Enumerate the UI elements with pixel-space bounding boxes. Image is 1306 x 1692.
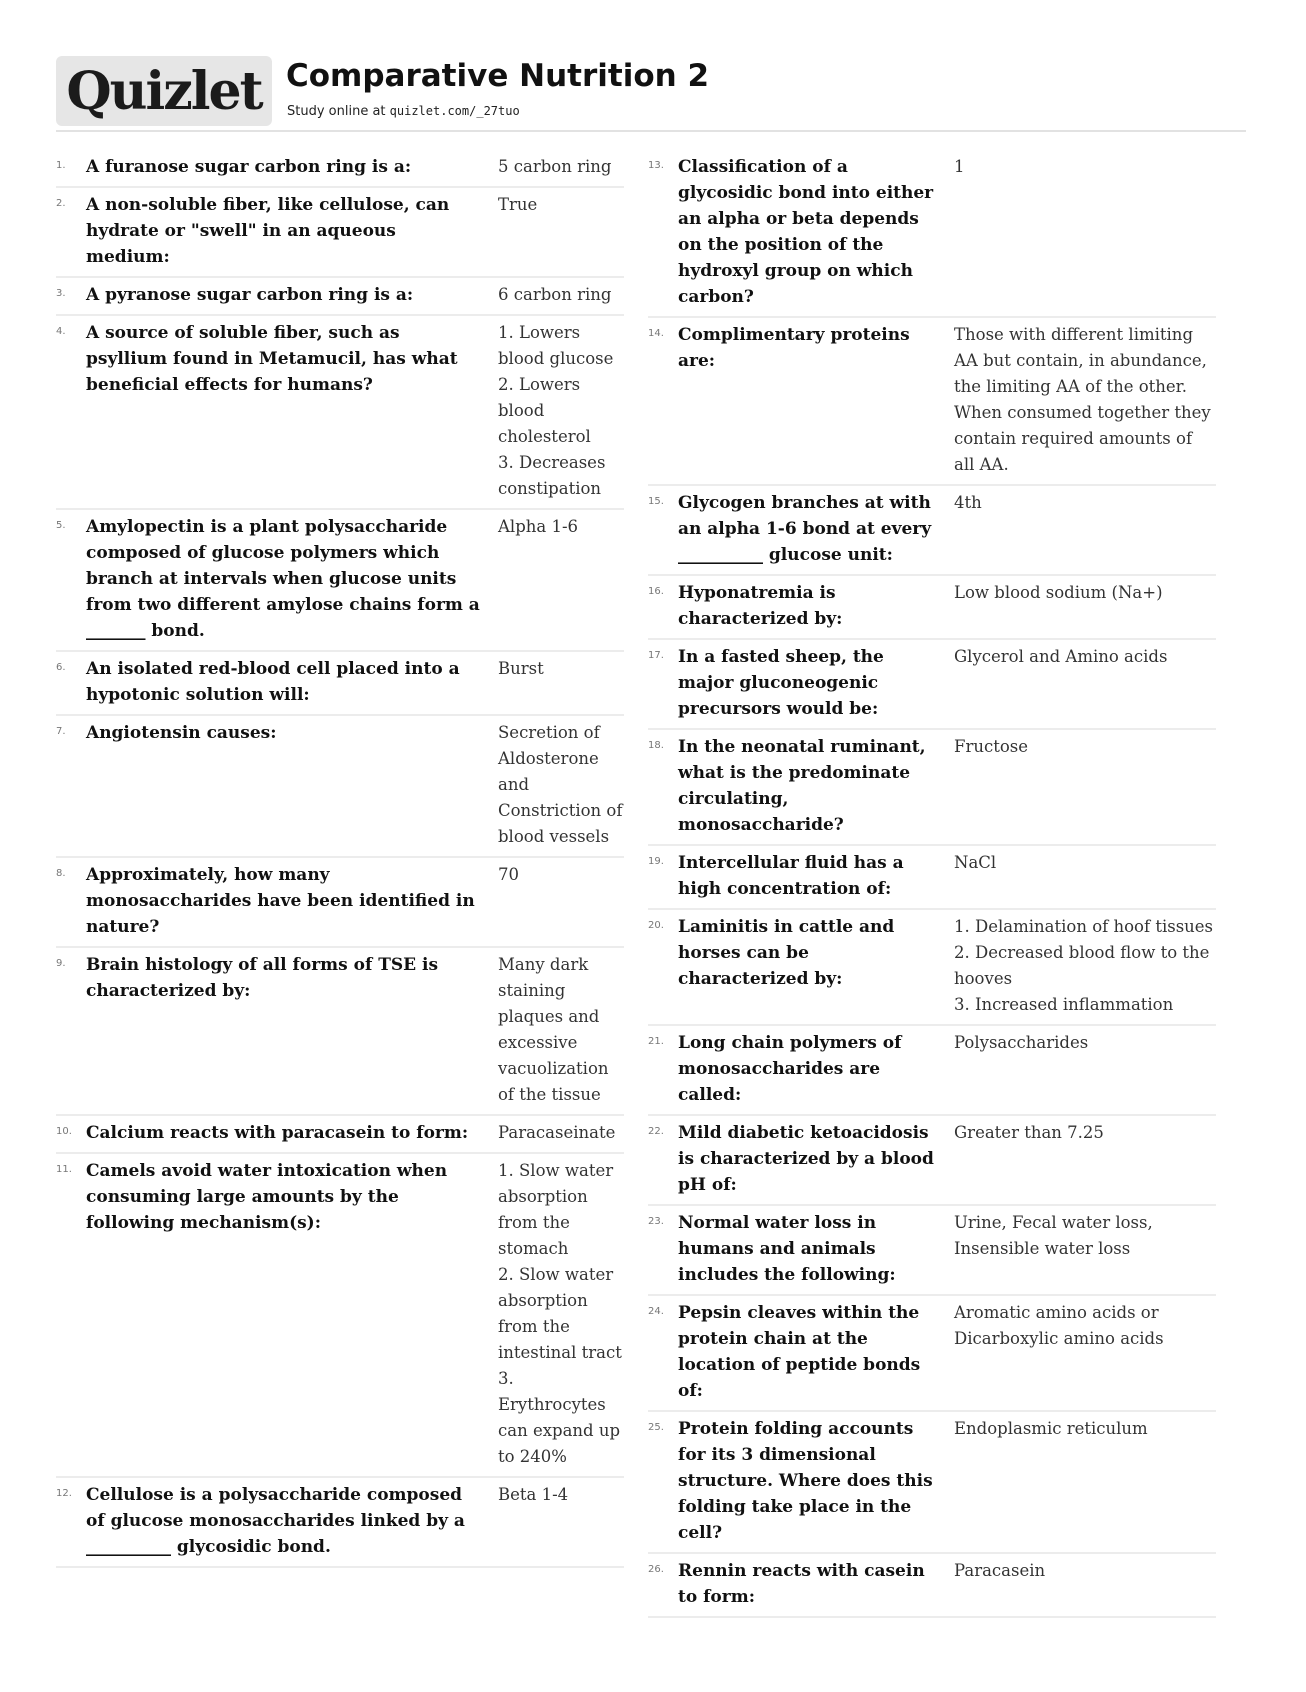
flashcard-item xyxy=(56,1116,624,1154)
card-number: 6. xyxy=(56,662,66,673)
definition-line: Aromatic amino acids or Dicarboxylic amino acids xyxy=(954,1303,1164,1348)
card-definition xyxy=(484,1482,624,1560)
card-definition xyxy=(938,322,1216,478)
flashcard-item xyxy=(648,1026,1216,1116)
definition-line: 2. Lowers blood cholesterol xyxy=(498,375,591,446)
card-definition xyxy=(484,952,624,1108)
card-number: 11. xyxy=(56,1164,72,1175)
flashcard-item xyxy=(648,846,1216,910)
card-term: A source of soluble fiber, such as psyllium found in Metamucil, has what beneficial effects for humans? xyxy=(86,323,458,395)
card-number: 24. xyxy=(648,1306,664,1317)
definition-line: 3. Erythrocytes can expand up to 240% xyxy=(498,1369,621,1466)
definition-line: 6 carbon ring xyxy=(498,285,612,304)
card-term: Mild diabetic ketoacidosis is characterized by a blood pH of: xyxy=(678,1123,934,1195)
card-term: Approximately, how many monosaccharides have been identified in nature? xyxy=(86,865,475,937)
flashcard-item xyxy=(648,1412,1216,1554)
definition-line: 70 xyxy=(498,865,519,884)
card-definition xyxy=(938,1120,1216,1198)
card-number: 5. xyxy=(56,520,66,531)
page-subtitle xyxy=(287,104,520,119)
definition-line: Secretion of Aldosterone and Constriction of blood vessels xyxy=(498,723,623,846)
card-term: In a fasted sheep, the major gluconeogenic precursors would be: xyxy=(678,647,884,719)
flashcard-item xyxy=(648,576,1216,640)
card-definition xyxy=(938,580,1216,632)
card-number: 26. xyxy=(648,1564,664,1575)
definition-line: Fructose xyxy=(954,737,1029,756)
card-definition xyxy=(938,1030,1216,1108)
card-number: 22. xyxy=(648,1126,664,1137)
card-definition xyxy=(484,862,624,940)
card-number: 19. xyxy=(648,856,664,867)
flashcard-item xyxy=(648,730,1216,846)
definition-line: 3. Increased inflammation xyxy=(954,995,1174,1014)
card-definition xyxy=(484,320,624,502)
card-number: 3. xyxy=(56,288,66,299)
card-definition xyxy=(484,514,624,644)
card-definition xyxy=(938,734,1216,838)
card-number: 23. xyxy=(648,1216,664,1227)
card-term: Camels avoid water intoxication when consuming large amounts by the following mechanism(s): xyxy=(86,1161,448,1233)
card-definition xyxy=(938,644,1216,722)
flashcard-item xyxy=(56,278,624,316)
card-term: Rennin reacts with casein to form: xyxy=(678,1561,925,1607)
card-number: 13. xyxy=(648,160,664,171)
definition-line: Greater than 7.25 xyxy=(954,1123,1104,1142)
card-list-left xyxy=(56,150,624,1568)
flashcard-item xyxy=(648,486,1216,576)
card-number: 1. xyxy=(56,160,66,171)
flashcard-item xyxy=(56,150,624,188)
card-number: 16. xyxy=(648,586,664,597)
page-header xyxy=(56,56,1246,132)
definition-line: Paracasein xyxy=(954,1561,1046,1580)
card-term: Brain histology of all forms of TSE is characterized by: xyxy=(86,955,439,1001)
flashcard-item xyxy=(648,1296,1216,1412)
card-definition xyxy=(938,1300,1216,1404)
definition-line: Beta 1-4 xyxy=(498,1485,569,1504)
definition-line: 5 carbon ring xyxy=(498,157,612,176)
card-number: 2. xyxy=(56,198,66,209)
definition-line: 1. Delamination of hoof tissues xyxy=(954,917,1214,936)
card-term: In the neonatal ruminant, what is the predominate circulating, monosaccharide? xyxy=(678,737,926,835)
card-term: Protein folding accounts for its 3 dimensional structure. Where does this folding take place in the cell? xyxy=(678,1419,933,1543)
definition-line: Many dark staining plaques and excessive vacuolization of the tissue xyxy=(498,955,609,1104)
flashcard-item xyxy=(56,652,624,716)
card-number: 20. xyxy=(648,920,664,931)
flashcard-item xyxy=(56,188,624,278)
definition-line: 1. Slow water absorption from the stomach xyxy=(498,1161,614,1258)
definition-line: Those with different limiting AA but contain, in abundance, the limiting AA of the other. When consumed together they contain required amounts of all AA. xyxy=(954,325,1211,474)
card-definition xyxy=(938,1558,1216,1610)
card-term: A pyranose sugar carbon ring is a: xyxy=(86,285,414,305)
definition-line: True xyxy=(498,195,538,214)
card-definition xyxy=(484,154,624,180)
definition-line: Paracaseinate xyxy=(498,1123,616,1142)
card-definition xyxy=(484,1158,624,1470)
definition-line: Urine, Fecal water loss, Insensible water loss xyxy=(954,1213,1153,1258)
flashcard-item xyxy=(56,1478,624,1568)
card-definition xyxy=(484,656,624,708)
card-definition xyxy=(938,490,1216,568)
definition-line: Low blood sodium (Na+) xyxy=(954,583,1163,602)
flashcard-item xyxy=(56,316,624,510)
card-number: 7. xyxy=(56,726,66,737)
flashcard-item xyxy=(648,1554,1216,1618)
card-definition xyxy=(938,914,1216,1018)
card-definition xyxy=(484,282,624,308)
flashcard-item xyxy=(56,510,624,652)
definition-line: 1 xyxy=(954,157,965,176)
card-term: Laminitis in cattle and horses can be characterized by: xyxy=(678,917,895,989)
card-term: Calcium reacts with paracasein to form: xyxy=(86,1123,469,1143)
definition-line: 3. Decreases constipation xyxy=(498,453,606,498)
card-number: 12. xyxy=(56,1488,72,1499)
card-number: 25. xyxy=(648,1422,664,1433)
definition-line: Alpha 1-6 xyxy=(498,517,579,536)
card-definition xyxy=(484,192,624,270)
flashcard-item xyxy=(648,1206,1216,1296)
subtitle-prefix: Study online at xyxy=(287,104,390,119)
card-number: 4. xyxy=(56,326,66,337)
quizlet-logo: Quizlet xyxy=(56,56,272,126)
flashcard-item xyxy=(56,716,624,858)
card-number: 18. xyxy=(648,740,664,751)
card-term: A furanose sugar carbon ring is a: xyxy=(86,157,412,177)
flashcard-item xyxy=(56,858,624,948)
card-definition xyxy=(484,720,624,850)
card-term: Long chain polymers of monosaccharides are called: xyxy=(678,1033,902,1105)
definition-line: NaCl xyxy=(954,853,997,872)
definition-line: Burst xyxy=(498,659,544,678)
card-term: Classification of a glycosidic bond into either an alpha or beta depends on the position of the hydroxyl group on which carbon? xyxy=(678,157,934,307)
card-number: 9. xyxy=(56,958,66,969)
card-term: Amylopectin is a plant polysaccharide composed of glucose polymers which branch at intervals when glucose units from two different amylose chains form a _______ bond. xyxy=(86,517,480,641)
card-term: Glycogen branches at with an alpha 1-6 bond at every __________ glucose unit: xyxy=(678,493,932,565)
flashcard-item xyxy=(648,318,1216,486)
card-number: 10. xyxy=(56,1126,72,1137)
page-title: Comparative Nutrition 2 xyxy=(286,58,710,94)
flashcard-item xyxy=(56,1154,624,1478)
flashcard-item xyxy=(648,150,1216,318)
card-number: 17. xyxy=(648,650,664,661)
card-definition xyxy=(938,154,1216,310)
card-term: Intercellular fluid has a high concentration of: xyxy=(678,853,904,899)
card-definition xyxy=(484,1120,624,1146)
study-online-link[interactable]: quizlet.com/_27tuo xyxy=(389,104,520,118)
card-term: Complimentary proteins are: xyxy=(678,325,910,371)
card-term: A non-soluble fiber, like cellulose, can hydrate or "swell" in an aqueous medium: xyxy=(86,195,450,267)
card-definition xyxy=(938,1416,1216,1546)
definition-line: 4th xyxy=(954,493,982,512)
card-number: 8. xyxy=(56,868,66,879)
definition-line: Polysaccharides xyxy=(954,1033,1089,1052)
card-number: 14. xyxy=(648,328,664,339)
definition-line: 1. Lowers blood glucose xyxy=(498,323,614,368)
card-definition xyxy=(938,850,1216,902)
flashcard-item xyxy=(648,640,1216,730)
flashcard-item xyxy=(648,910,1216,1026)
card-term: Hyponatremia is characterized by: xyxy=(678,583,843,629)
card-definition xyxy=(938,1210,1216,1288)
card-term: Normal water loss in humans and animals includes the following: xyxy=(678,1213,896,1285)
card-term: Cellulose is a polysaccharide composed of glucose monosaccharides linked by a __________ glycosidic bond. xyxy=(86,1485,465,1557)
definition-line: Endoplasmic reticulum xyxy=(954,1419,1148,1438)
definition-line: Glycerol and Amino acids xyxy=(954,647,1168,666)
card-term: An isolated red-blood cell placed into a hypotonic solution will: xyxy=(86,659,460,705)
card-number: 15. xyxy=(648,496,664,507)
definition-line: 2. Decreased blood flow to the hooves xyxy=(954,943,1210,988)
flashcard-item xyxy=(56,948,624,1116)
card-term: Pepsin cleaves within the protein chain at the location of peptide bonds of: xyxy=(678,1303,921,1401)
flashcard-item xyxy=(648,1116,1216,1206)
definition-line: 2. Slow water absorption from the intestinal tract xyxy=(498,1265,622,1362)
card-number: 21. xyxy=(648,1036,664,1047)
card-list-right xyxy=(648,150,1216,1618)
card-term: Angiotensin causes: xyxy=(86,723,277,743)
